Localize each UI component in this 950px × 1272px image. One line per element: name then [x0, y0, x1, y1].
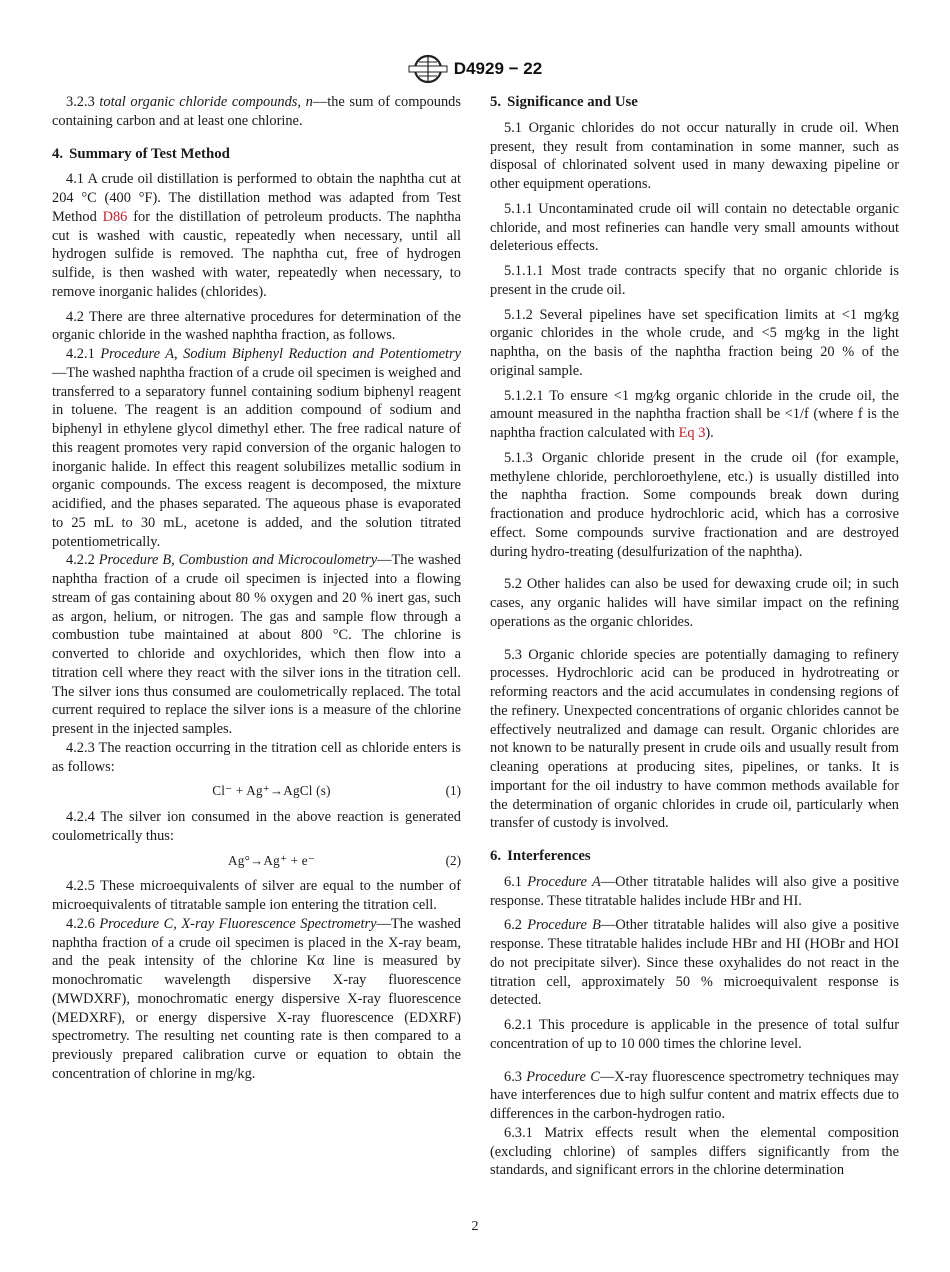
section-title: Interferences: [507, 848, 591, 864]
paragraph-4-2-6: [52, 915, 461, 1084]
equation-formula: Ag°→Ag⁺ + e⁻: [228, 852, 315, 868]
paragraph-5-1: 5.1 Organic chlorides do not occur naturally in crude oil. When present, they result from contamination in some manner, such as disposal of chlorinated solvent used in many dewaxing pipeline or other equipment operations.: [490, 119, 899, 192]
paragraph-4-1: [52, 170, 461, 301]
paragraph-text: ).: [705, 425, 714, 441]
paragraph-text: for the distillation of petroleum products. The naphtha cut is washed with caustic, repeatedly when necessary, until all hydrogen sulfide is removed. The naphtha cut, free of hydrogen sulfide, is then washed with water, repeatedly when necessary, to remove inorganic halides (chlorides).: [52, 208, 461, 300]
page-number: 2: [471, 1219, 479, 1234]
paragraph-5-3: 5.3 Organic chloride species are potentially damaging to refinery processes. Hydrochloric acid can be produced in hydrotreating or reforming reactors and the acid accumulates in condensing regions of the refinery. Unexpected concentrations of organic chlorides cannot be effectively neutralized and damage can result. Organic chlorides are not known to be naturally present in crude oils and usually result from cleaning operations at producing sites, pipelines, or tanks. It is important for the oil industry to have common methods available for the determination of organic chlorides in crude oil, particularly when transfer of custody is involved.: [490, 646, 899, 832]
definition-text: —the sum of compounds containing carbon and at least one chlorine.: [52, 94, 461, 129]
clause-number: 4.2.6: [66, 915, 100, 932]
section-title: Significance and Use: [507, 94, 638, 110]
equation-number: (1): [445, 783, 461, 799]
d86-reference-link[interactable]: D86: [102, 208, 128, 225]
section-title: Summary of Test Method: [69, 145, 230, 162]
section-4-heading: [52, 145, 461, 164]
paragraph-6-2: [490, 916, 899, 1010]
clause-number: 4.2.1: [66, 346, 101, 362]
paragraph-6-3-1: 6.3.1 Matrix effects result when the elemental composition (excluding chlorine) of samples differs significantly from the standards, and significant errors in the chlorine determination: [490, 1124, 899, 1179]
paragraph-5-1-1: 5.1.1 Uncontaminated crude oil will contain no detectable organic chloride, and most refineries can handle very small amounts without deleterious effects.: [490, 200, 899, 255]
clause-number: 4.2.2: [66, 552, 99, 569]
left-column: [52, 93, 461, 1084]
paragraph-4-2-3: 4.2.3 The reaction occurring in the titration cell as chloride enters is as follows:: [52, 739, 461, 775]
section-6-heading: [490, 847, 899, 866]
section-number: 5.: [490, 94, 502, 110]
clause-number: 6.2: [504, 917, 528, 934]
clause-number: 6.1: [504, 873, 528, 890]
paragraph-5-1-3: 5.1.3 Organic chloride present in the crude oil (for example, methylene chloride, perchloroethylene, etc.) is usually distilled into the naphtha fraction. Some compounds break down during fractionation and produce hydrochloric acid, which has a corrosive effect. Some compounds survive fractionation and are destroyed during hydro-treating (desulfurization of the naphtha).: [490, 449, 899, 560]
paragraph-4-2-5: 4.2.5 These microequivalents of silver are equal to the number of microequivalents of titratable sample ion entering the titration cell.: [52, 878, 461, 913]
paragraph-6-2-1: 6.2.1 This procedure is applicable in the presence of total sulfur concentration of up to 10 000 times the chlorine level.: [490, 1017, 899, 1052]
paragraph-text: —Other titratable halides will also give a positive response. These titratable halides include HBr and HI (HOBr and HOI do not precipitate silver). Since these oxyhalides do not react in the titration cell, approximately 50 % microequivalent response is detected.: [490, 917, 899, 1009]
clause-number: 3.2.3: [66, 94, 95, 110]
eq3-reference-link[interactable]: Eq 3: [678, 425, 706, 441]
astm-logo-icon: [408, 53, 448, 85]
equation-2: [52, 852, 461, 871]
equation-1: [52, 782, 461, 801]
page-header: [0, 52, 950, 86]
paragraph-text: —The washed naphtha fraction of a crude oil specimen is injected into a flowing stream of gas containing about 80 % oxygen and 20 % inert gas, such as argon, helium, or nitrogen. The gas and sample flow through a combustion tube maintained at about 800 °C. The chlorine is converted to chloride and oxychlorides, which then flow into a titration cell where they react with the silver ions in the titration cell. The silver ions thus consumed are coulometrically replaced. The total current required to replace the silver ions is a measure of the chlorine present in the injected samples.: [52, 552, 461, 737]
defined-term: total organic chloride compounds, n: [99, 94, 313, 110]
paragraph-5-1-2-1: [490, 387, 899, 443]
paragraph-5-2: 5.2 Other halides can also be used for dewaxing crude oil; in such cases, any organic halides will have similar impact on the refining operations as the organic chlorides.: [490, 576, 899, 630]
definition-3-2-3: [52, 93, 461, 131]
document-id: D4929 − 22: [453, 59, 543, 78]
section-5-heading: [490, 93, 899, 112]
procedure-title: Procedure A: [527, 873, 601, 890]
paragraph-text: —Other titratable halides will also give a positive response. These titratable halides include HBr and HI.: [490, 873, 899, 909]
procedure-title: Procedure C, X-ray Fluorescence Spectrometry: [99, 915, 377, 932]
procedure-title: Procedure B, Combustion and Microcoulometry: [98, 552, 378, 569]
equation-number: (2): [445, 852, 461, 868]
paragraph-text: —X-ray fluorescence spectrometry techniques may have interferences due to high sulfur content and matrix effects due to differences in the carbon-hydrogen ratio.: [490, 1068, 899, 1122]
paragraph-4-2-1: [52, 345, 461, 551]
procedure-title: Procedure C: [526, 1068, 600, 1085]
paragraph-6-3: [490, 1068, 899, 1124]
paragraph-5-1-1-1: 5.1.1.1 Most trade contracts specify that no organic chloride is present in the crude oil.: [490, 263, 899, 298]
right-column: [490, 93, 899, 1180]
paragraph-5-1-2: 5.1.2 Several pipelines have set specification limits at <1 mg⁄kg organic chlorides in the whole crude, and <5 mg⁄kg in the light naphtha, on the basis of the naphtha fraction being 20 % of the original sample.: [490, 306, 899, 379]
section-number: 4.: [52, 145, 64, 162]
equation-formula: Cl⁻ + Ag⁺→AgCl (s): [212, 783, 331, 799]
paragraph-4-2: 4.2 There are three alternative procedures for determination of the organic chloride in the washed naphtha fraction, as follows.: [52, 308, 461, 344]
procedure-title: Procedure A, Sodium Biphenyl Reduction and Potentiometry: [100, 346, 461, 362]
paragraph-4-2-4: 4.2.4 The silver ion consumed in the above reaction is generated coulometrically thus:: [52, 809, 461, 844]
paragraph-text: 4.1 A crude oil distillation is performed to obtain the naphtha cut at 204 °C (400 °F). The distillation method was adapted from Test Method: [52, 171, 461, 225]
paragraph-text: 5.1.2.1 To ensure <1 mg⁄kg organic chloride in the crude oil, the amount measured in the naphtha fraction shall be <1/f (where f is the naphtha fraction calculated with: [490, 387, 899, 441]
paragraph-6-1: [490, 873, 899, 911]
clause-number: 6.3: [504, 1068, 527, 1085]
section-number: 6.: [490, 848, 502, 864]
paragraph-4-2-2: [52, 551, 461, 739]
paragraph-text: —The washed naphtha fraction of a crude oil specimen is placed in the X-ray beam, and the peak intensity of the chlorine Kα line is measured by monochromatic wavelength dispersive X-ray fluorescence (MWDXRF), monochromatic energy dispersive X-ray fluorescence (MEDXRF), or energy dispersive X-ray fluorescence (EDXRF) spectrometry. The resulting net counting rate is then compared to a previously prepared calibration curve or equation to obtain the concentration of chlorine in mg/kg.: [52, 915, 461, 1082]
paragraph-text: —The washed naphtha fraction of a crude oil specimen is weighed and transferred to a separatory funnel containing sodium biphenyl reagent in toluene. The reagent is an addition compound of sodium and biphenyl in ethylene glycol dimethyl ether. The free radical nature of this reagent promotes very rapid conversion of the organic halogen to inorganic halide. In effect this reagent solubilizes metallic sodium in organic compounds. The excess reagent is decomposed, the mixture acidified, and the phases separated. The aqueous phase is evaporated to 25 mL to 30 mL, acetone is added, and the solution titrated potentiometrically.: [52, 364, 461, 550]
procedure-title: Procedure B: [527, 917, 601, 934]
